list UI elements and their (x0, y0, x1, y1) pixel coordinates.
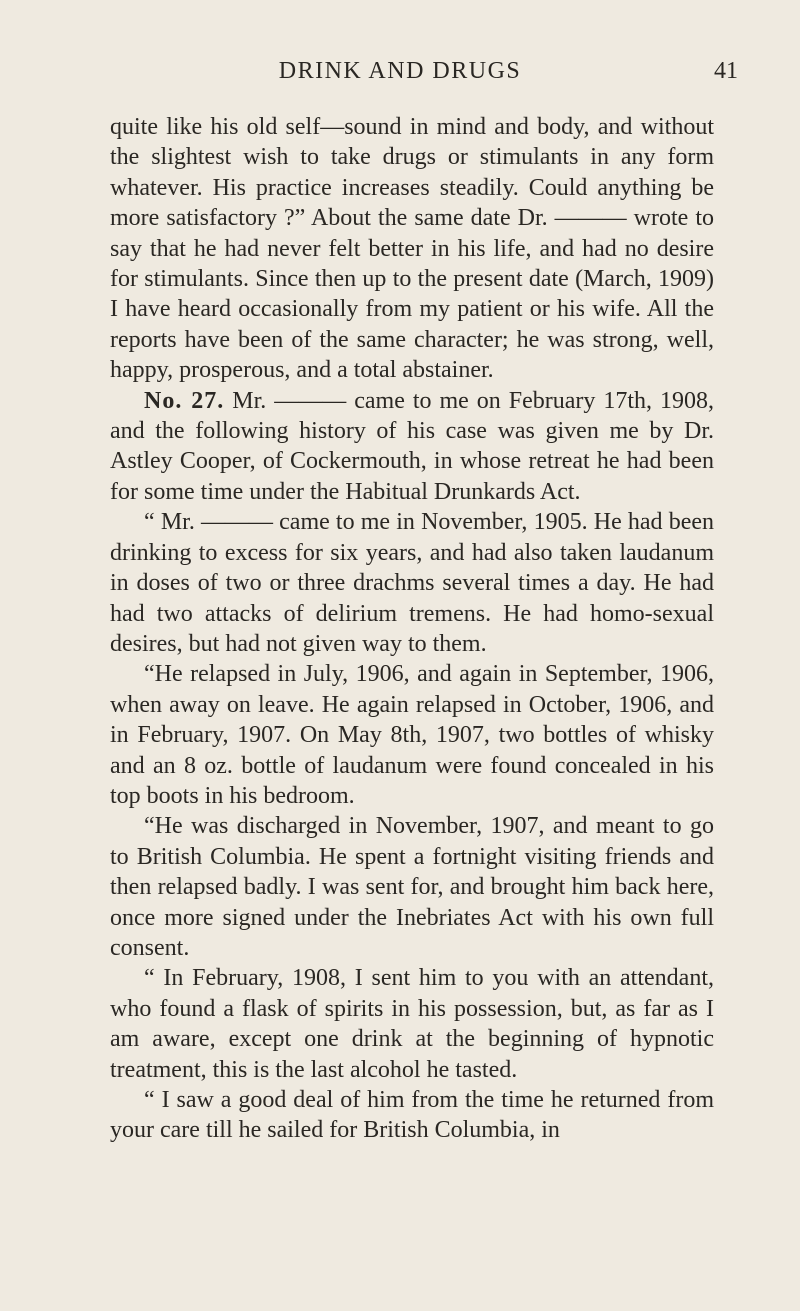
paragraph-text: “He relapsed in July, 1906, and again in September, 1906, when away on leave. He again relapsed in October, 1906, and in February, 1907. On May 8th, 1907, two bottles of whisky and an 8 oz. bottle of laudanum were found concealed in his top boots in his bedroom. (110, 661, 714, 809)
paragraph-text: “ Mr. ——— came to me in November, 1905. He had been drinking to excess for six years, and had also taken laudanum in doses of two or three drachms several times a day. He had had two attacks of delirium tremens. He had homo-sexual desires, but had not given way to them. (110, 509, 714, 657)
paragraph-6 (110, 963, 714, 1085)
paragraph-text: “ I saw a good deal of him from the time he returned from your care till he sailed for British Columbia, in (110, 1087, 714, 1144)
paragraph-text: Mr. ——— came to me on February 17th, 1908, and the following history of his case was given me by Dr. Astley Cooper, of Cockermouth, in whose retreat he had been for some time under the Habitual Drunkards Act. (110, 387, 714, 505)
paragraph-1 (110, 112, 714, 386)
running-title: DRINK AND DRUGS (278, 58, 522, 84)
paragraph-text: “He was discharged in November, 1907, and meant to go to British Columbia. He spent a fortnight visiting friends and then relapsed badly. I was sent for, and brought him back here, once more signed under the Inebriates Act with his own full consent. (110, 813, 714, 961)
running-head (0, 58, 800, 88)
paragraph-text: “ In February, 1908, I sent him to you with an attendant, who found a flask of spirits in his possession, but, as far as I am aware, except one drink at the beginning of hypnotic treatment, this is the last alcohol he tasted. (110, 965, 714, 1083)
page-number: 41 (714, 58, 738, 84)
paragraph-5 (110, 811, 714, 963)
case-number-label: No. 27. (144, 387, 225, 414)
body-text (110, 112, 714, 1146)
paragraph-2 (110, 386, 714, 508)
paragraph-3 (110, 507, 714, 659)
paragraph-7 (110, 1085, 714, 1146)
paragraph-4 (110, 659, 714, 811)
paragraph-text: quite like his old self—sound in mind and body, and without the slightest wish to take drugs or stimulants in any form whatever. His practice increases steadily. Could anything be more satisfactory ?” About the same date Dr. ——— wrote to say that he had never felt better in his life, and had no desire for stimulants. Since then up to the present date (March, 1909) I have heard occasionally from my patient or his wife. All the reports have been of the same character; he was strong, well, happy, prosperous, and a total abstainer. (110, 114, 714, 384)
